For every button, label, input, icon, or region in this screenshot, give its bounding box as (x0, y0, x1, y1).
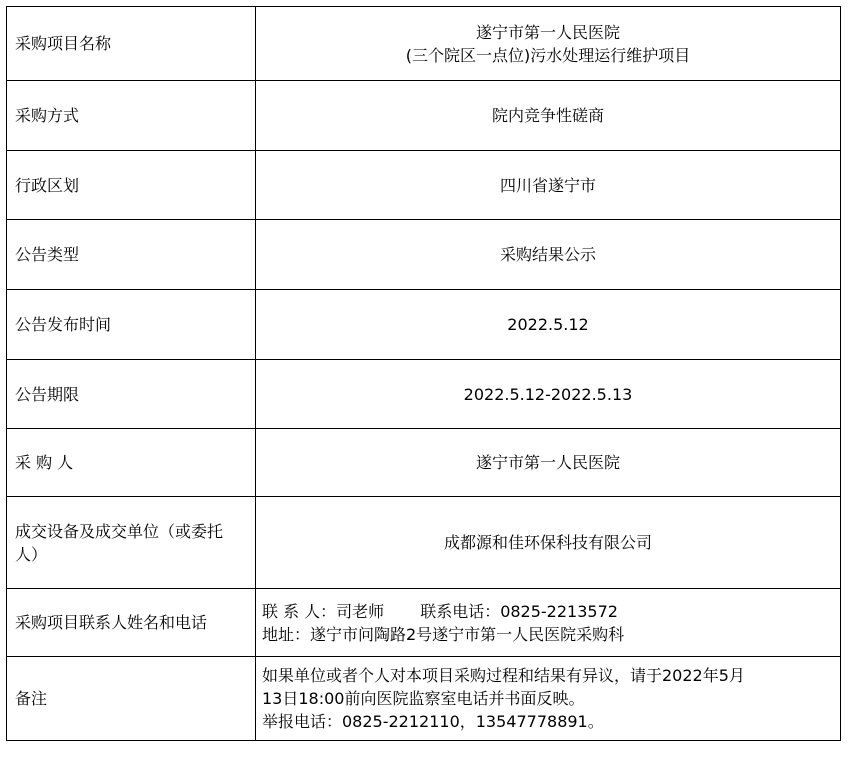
procurement-result-table (6, 6, 841, 741)
table-row (7, 220, 841, 290)
remarks-line-1: 如果单位或者个人对本项目采购过程和结果有异议，请于2022年5月 (262, 666, 745, 685)
table-row (7, 7, 841, 81)
notice-type-value: 采购结果公示 (256, 220, 841, 290)
project-name-value (256, 7, 841, 81)
row-label: 采购项目名称 (7, 7, 256, 81)
row-label: 备注 (7, 657, 256, 741)
row-label: 成交设备及成交单位（或委托人） (7, 497, 256, 589)
table-row (7, 589, 841, 657)
procurement-method-value: 院内竞争性磋商 (256, 81, 841, 151)
remarks-line-3: 举报电话：0825-2212110，13547778891。 (262, 712, 604, 731)
notice-period-value: 2022.5.12-2022.5.13 (256, 360, 841, 429)
row-label: 采购方式 (7, 81, 256, 151)
contact-phone: 联系电话：0825-2213572 (420, 601, 618, 621)
remarks-line-2: 13日18:00前向医院监察室电话并书面反映。 (262, 689, 585, 708)
row-label: 公告期限 (7, 360, 256, 429)
project-name-line-2: (三个院区一点位)污水处理运行维护项目 (405, 45, 691, 65)
row-label: 公告类型 (7, 220, 256, 290)
region-value: 四川省遂宁市 (256, 151, 841, 220)
contact-info-value (256, 589, 841, 657)
contact-address: 地址：遂宁市问陶路2号遂宁市第一人民医院采购科 (262, 624, 625, 644)
table-row (7, 81, 841, 151)
purchaser-value: 遂宁市第一人民医院 (256, 429, 841, 497)
table-row (7, 360, 841, 429)
contact-person: 联 系 人：司老师 (262, 601, 385, 621)
publish-date-value: 2022.5.12 (256, 290, 841, 360)
row-label: 采购项目联系人姓名和电话 (7, 589, 256, 657)
table-row (7, 657, 841, 741)
contact-line (262, 600, 832, 623)
remarks-value (256, 657, 841, 741)
table-row (7, 429, 841, 497)
project-name-line-1: 遂宁市第一人民医院 (475, 22, 620, 42)
table-row (7, 290, 841, 360)
row-label: 采 购 人 (7, 429, 256, 497)
winning-supplier-value: 成都源和佳环保科技有限公司 (256, 497, 841, 589)
row-label: 行政区划 (7, 151, 256, 220)
row-label: 公告发布时间 (7, 290, 256, 360)
table-row (7, 497, 841, 589)
table-row (7, 151, 841, 220)
